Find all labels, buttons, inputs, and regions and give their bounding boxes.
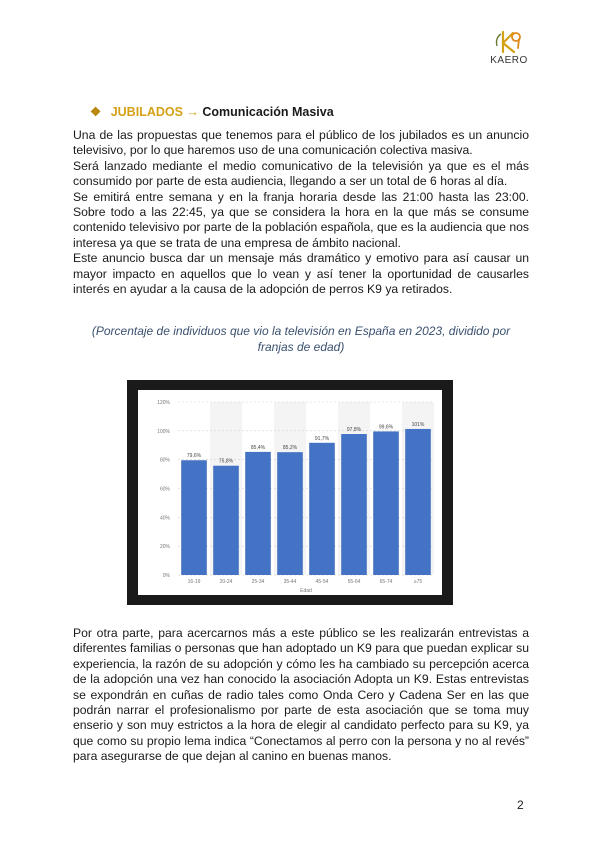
y-tick-label: 40% — [159, 515, 170, 522]
x-tick-label: 16-19 — [187, 579, 201, 585]
data-label: 101% — [411, 421, 425, 428]
y-tick-label: 120% — [157, 400, 170, 406]
bottom-text — [73, 626, 529, 765]
x-tick-label: 20-24 — [219, 579, 233, 585]
bar — [181, 460, 207, 575]
page-number: 2 — [517, 798, 524, 812]
bar-chart — [138, 390, 442, 595]
y-tick-label: 60% — [159, 486, 170, 493]
y-tick-label: 100% — [157, 428, 170, 435]
x-tick-label: 25-34 — [251, 579, 265, 585]
data-label: 79,6% — [186, 453, 202, 460]
paragraph: Por otra parte, para acercarnos más a este público se les realizarán entrevistas a diferentes familias o personas que han adoptado un K9 para que puedan explicar su experiencia, la razón de su adopción y cómo les ha cambiado su percepción acerca de la adopción una vez han conocido la asociación Adopta un K9. Estas entrevistas se expondrán en cuñas de radio tales como Onda Cero y Cadena Ser en las que podrán narrar el profesionalismo por parte de esta asociación que se toma muy enserio y son muy estrictos a la hora de elegir al candidato perfecto para su K9, ya que como su propio lema indica “Conectamos al perro con la persona y no al revés” para asegurarse de que dejan al canino en buenas manos. — [73, 626, 529, 764]
x-tick-label: 35-44 — [283, 579, 297, 585]
heading-accent: JUBILADOS → — [110, 105, 199, 119]
data-label: 99,6% — [378, 424, 394, 431]
section-heading — [90, 104, 334, 119]
diamond-bullet-icon: ❖ — [90, 105, 102, 119]
data-label: 85,2% — [282, 445, 298, 452]
data-label: 91,7% — [314, 435, 330, 442]
chart-frame — [127, 380, 453, 605]
paragraph: Será lanzado mediante el medio comunicativo de la televisión ya que es el más consumido por parte de esta audiencia, llegando a ser un total de 6 horas al día. — [73, 158, 529, 189]
x-tick-label: 45-54 — [315, 579, 329, 585]
bar — [213, 466, 239, 575]
data-label: 97,8% — [346, 427, 362, 434]
paragraph: Este anuncio busca dar un mensaje más dramático y emotivo para así causar un mayor impacto en aquellos que lo vean y así tener la oportunidad de causarles interés en ayudar a la causa de la adopción de perros K9 ya retirados. — [73, 251, 529, 297]
y-tick-label: 0% — [162, 573, 170, 579]
paragraph: Se emitirá entre semana y en la franja horaria desde las 21:00 hasta las 23:00. Sobre todo a las 22:45, ya que se considera la hora en la que más se consume contenido televisivo por parte de la población española, que es la audiencia que nos interesa ya que se trata de una empresa de ámbito nacional. — [73, 189, 529, 250]
bar — [405, 429, 431, 575]
bar — [309, 443, 335, 575]
data-label: 75,8% — [218, 458, 234, 465]
x-axis-title: Edad — [300, 588, 312, 594]
bar — [277, 452, 303, 575]
logo-wordmark: KAERO — [490, 55, 528, 66]
y-tick-label: 20% — [159, 544, 170, 551]
chart-caption: (Porcentaje de individuos que vio la televisión en España en 2023, dividido por franjas de edad) — [91, 324, 511, 354]
bar — [373, 431, 399, 575]
bar — [341, 434, 367, 575]
bar — [245, 452, 271, 575]
chart-area — [138, 390, 442, 595]
heading-title: Comunicación Masiva — [202, 105, 334, 119]
intro-text — [73, 128, 529, 297]
x-tick-label: 55-64 — [347, 579, 361, 585]
y-tick-label: 80% — [159, 457, 170, 464]
paragraph: Una de las propuestas que tenemos para el público de los jubilados es un anuncio televisivo, por lo que haremos uso de una comunicación colectiva masiva. — [73, 128, 529, 158]
x-tick-label: 65-74 — [379, 579, 393, 585]
x-tick-label: ≥75 — [413, 579, 423, 585]
data-label: 85,4% — [250, 444, 266, 451]
